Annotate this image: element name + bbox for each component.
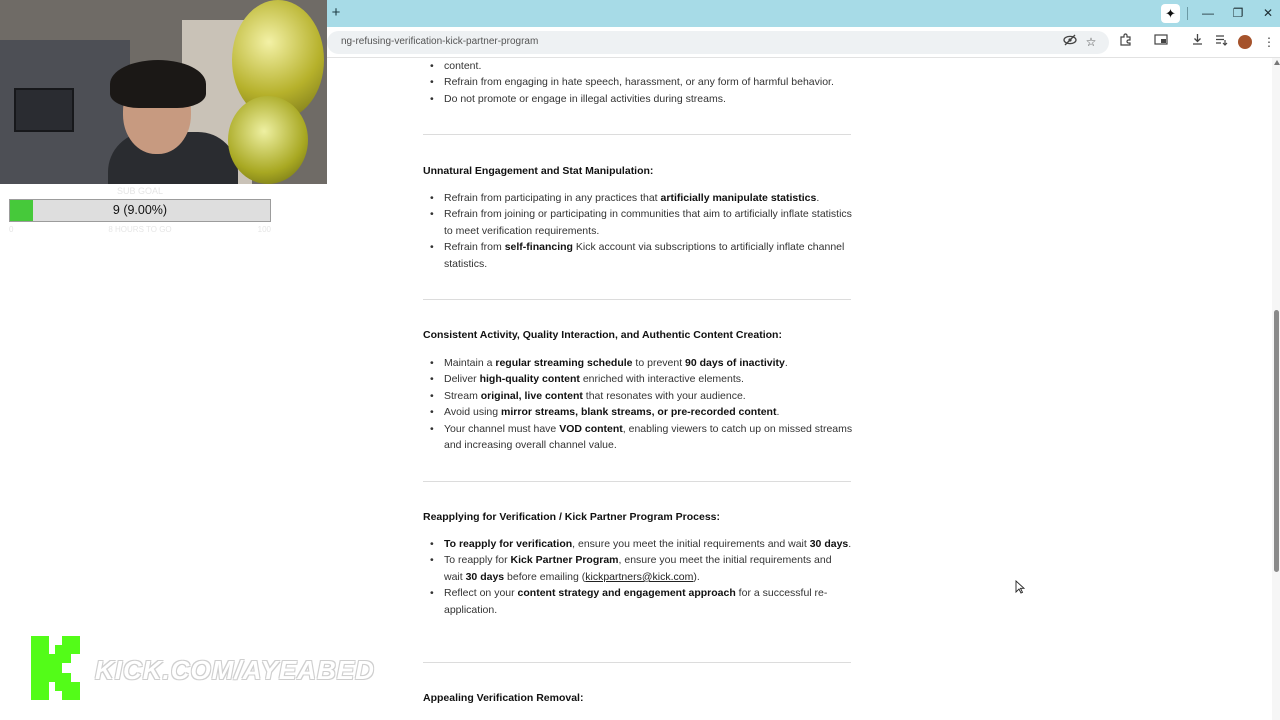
cast-icon[interactable] [1152,33,1170,51]
section-divider [423,134,851,135]
bold-text: 90 days of inactivity [685,357,785,369]
reading-list-icon[interactable] [1212,33,1230,51]
list-text: , ensure you meet the initial requirements and wait [572,538,810,550]
section-divider [423,662,851,663]
list-item [423,371,853,387]
url-text[interactable]: ng-refusing-verification-kick-partner-program [341,36,539,47]
list-text: , enabling viewers to catch up on missed streams and increasing overall channel value. [444,422,853,452]
bold-text: To reapply for verification [444,538,573,550]
list-text: Refrain from [444,241,505,254]
list-item [423,355,853,371]
section-divider [423,481,851,482]
bold-text: 30 days [809,538,849,550]
bold-text: artificially manipulate statistics [660,192,817,204]
section-divider [423,299,851,300]
sparkle-icon[interactable]: ✦ [1161,4,1180,23]
list-text: . [816,192,820,204]
kebab-menu-icon[interactable]: ⋮ [1263,35,1275,49]
section-title: Appealing Verification Removal: [423,692,584,704]
section-list [423,355,853,453]
webcam-person-hair [110,60,206,108]
puzzle-icon[interactable] [1116,33,1134,51]
new-tab-button[interactable]: + [331,4,341,21]
list-item [423,536,853,552]
list-item [423,552,853,585]
minimize-icon[interactable]: — [1202,6,1214,20]
webcam-background-monitor [14,88,74,132]
eye-slash-icon[interactable] [1061,33,1079,51]
bold-text: VOD content [559,422,623,435]
list-text: Refrain from engaging in hate speech, harassment, or any form of harmful behavior. [444,76,834,89]
list-item [423,206,853,239]
list-text: Do not promote or engage in illegal activities during streams. [444,92,726,105]
bold-text: self-financing [504,241,573,254]
restore-icon[interactable]: ❐ [1232,6,1244,20]
section-list [423,536,853,618]
kick-logo-icon [31,636,86,700]
bold-text: original, live content [480,389,583,402]
section-title: Unnatural Engagement and Stat Manipulation: [423,165,654,177]
bold-text: 30 days [465,570,505,583]
list-text: , ensure you meet the initial requirements and wait [444,554,832,583]
list-text: Your channel must have [444,422,560,435]
list-text: . [776,406,780,419]
list-text: to prevent [632,357,686,369]
list-text: Kick account via subscriptions to artificially inflate channel statistics. [444,241,845,270]
list-text: To reapply for [444,554,511,567]
list-item [423,404,853,420]
scroll-up-arrow-icon[interactable] [1274,60,1280,65]
list-item [423,74,853,90]
list-item [423,421,853,454]
list-item [423,58,853,74]
email-link[interactable]: kickpartners@kick.com [585,570,694,583]
list-text: Deliver [444,373,480,386]
list-text: . [848,538,852,550]
list-text: Maintain a [444,357,496,369]
list-text: enriched with interactive elements. [579,373,744,386]
sub-goal-title: SUB GOAL [116,186,163,196]
webcam-feed [0,0,327,184]
profile-avatar[interactable] [1238,35,1252,49]
list-item [423,190,853,206]
sub-goal-max-label: 100 [257,225,271,234]
list-text: Avoid using [444,406,502,419]
list-item [423,239,853,272]
bold-text: high-quality content [479,373,580,386]
sub-goal-progress-text: 9 (9.00%) [112,203,168,217]
mouse-cursor-icon [1015,580,1025,594]
bold-text: regular streaming schedule [495,357,633,369]
list-text: . [784,357,788,369]
section-title: Consistent Activity, Quality Interaction, and Authentic Content Creation: [423,329,782,341]
sub-goal-time-remaining: 8 HOURS TO GO [108,225,172,234]
list-item [423,388,853,404]
guideline-list [423,58,853,107]
star-icon[interactable]: ☆ [1085,35,1097,49]
list-text: Reflect on your [444,587,518,600]
scrollbar-thumb[interactable] [1274,310,1279,572]
tab-separator [1187,7,1188,20]
gold-balloon-image [228,96,308,184]
sub-goal-min-label: 0 [9,225,14,234]
bold-text: mirror streams, blank streams, or pre-recorded content [501,406,777,419]
close-icon[interactable]: ✕ [1262,6,1274,20]
section-title: Reapplying for Verification / Kick Partner Program Process: [423,511,721,523]
list-text: Refrain from joining or participating in communities that aim to artificially inflate statistics to meet verification requirements. [444,208,852,237]
bold-text: Kick Partner Program [510,554,619,567]
sub-goal-progress-bar [9,199,271,222]
list-text: content. [444,60,482,72]
kick-channel-url: KICK.COM/AYEABED [95,655,375,685]
list-text: for a successful re-application. [444,587,828,616]
list-text: ). [693,570,700,583]
bold-text: content strategy and engagement approach [517,587,736,600]
list-text: Refrain from participating in any practices that [444,192,661,204]
list-text: that resonates with your audience. [582,389,746,402]
list-text: before emailing ( [504,570,586,583]
section-list [423,190,853,272]
list-text: Stream [444,389,481,402]
list-item [423,585,853,618]
list-item [423,91,853,107]
download-icon[interactable] [1188,33,1206,51]
